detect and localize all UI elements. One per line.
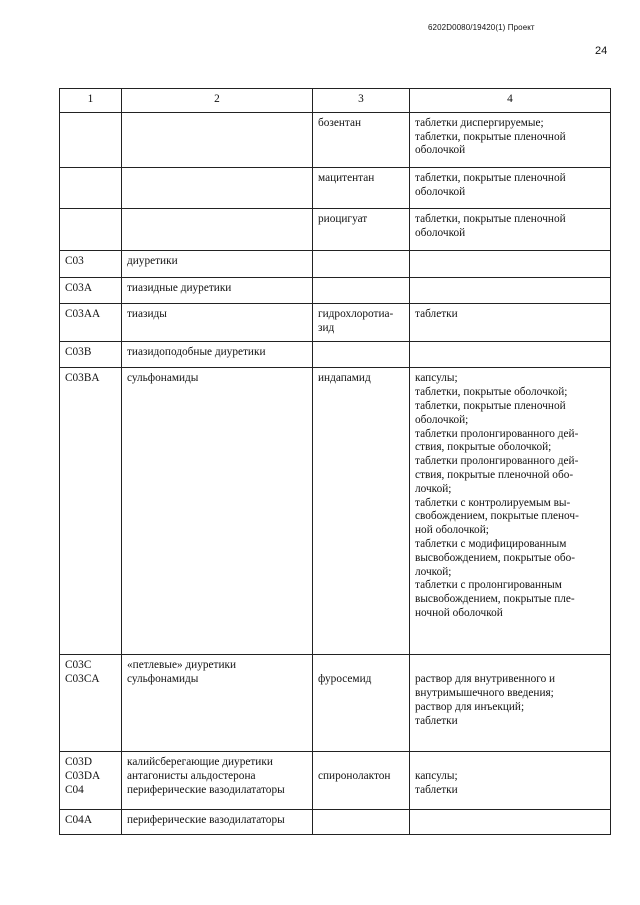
group-name-cell — [122, 277, 313, 303]
cell-line: таблетки, покрытые оболочкой; — [415, 386, 568, 399]
cell-line: C03BA — [65, 372, 100, 385]
dosage-form-cell — [410, 277, 611, 303]
substance-cell — [313, 112, 410, 167]
cell-line: C03D — [65, 756, 92, 769]
atc-code-cell — [60, 167, 122, 208]
cell-line: спиронолактон — [318, 770, 391, 783]
cell-line: «петлевые» диуретики — [127, 659, 237, 672]
dosage-form-cell — [410, 303, 611, 342]
substance-cell — [313, 208, 410, 250]
cell-line: таблетки — [415, 307, 458, 320]
substance-cell — [313, 368, 410, 655]
cell-line: ствия, покрытые пленочной обо- — [415, 468, 574, 481]
cell-line: фуросемид — [318, 673, 372, 686]
group-name-cell — [122, 167, 313, 208]
dosage-form-cell — [410, 208, 611, 250]
cell-line: тиазидоподобные диуретики — [127, 346, 266, 359]
atc-code-cell — [60, 250, 122, 277]
substance-cell — [313, 277, 410, 303]
cell-line: оболочкой; — [415, 413, 469, 426]
cell-line: таблетки — [415, 714, 458, 727]
substance-cell — [313, 342, 410, 368]
substance-cell — [313, 810, 410, 835]
cell-line: тиазидные диуретики — [127, 281, 232, 294]
cell-line: C04A — [65, 814, 92, 827]
cell-line — [415, 659, 606, 673]
atc-code-cell — [60, 368, 122, 655]
cell-line: C03DA — [65, 770, 101, 783]
cell-line: внутримышечного введения; — [415, 686, 554, 699]
cell-line: C03CA — [65, 673, 100, 686]
cell-line: C03C — [65, 659, 92, 672]
cell-line: гидрохлоротиа- — [318, 307, 394, 320]
cell-line: таблетки, покрытые пленочной — [415, 130, 566, 143]
cell-line: таблетки с пролонгированным — [415, 579, 562, 592]
cell-line: таблетки пролонгированного дей- — [415, 427, 579, 440]
group-name-cell — [122, 303, 313, 342]
substance-cell — [313, 167, 410, 208]
cell-line: таблетки — [415, 783, 458, 796]
cell-line — [415, 756, 606, 770]
cell-line: высвобождением, покрытые обо- — [415, 551, 576, 564]
cell-line: таблетки диспергируемые; — [415, 116, 544, 129]
table-header-row — [60, 89, 611, 113]
cell-line: ной оболочкой; — [415, 524, 489, 537]
cell-line: лочкой; — [415, 565, 452, 578]
cell-line: сульфонамиды — [127, 372, 199, 385]
group-name-cell — [122, 752, 313, 810]
drug-table — [59, 88, 611, 835]
substance-cell — [313, 303, 410, 342]
table-row — [60, 112, 611, 167]
dosage-form-cell — [410, 368, 611, 655]
table-row — [60, 752, 611, 810]
atc-code-cell — [60, 342, 122, 368]
atc-code-cell — [60, 752, 122, 810]
cell-line: периферические вазодилататоры — [127, 814, 285, 827]
cell-line: ствия, покрытые оболочкой; — [415, 441, 552, 454]
group-name-cell — [122, 208, 313, 250]
cell-line: оболочкой — [415, 185, 466, 198]
cell-line: диуретики — [127, 254, 178, 267]
cell-line: раствор для инъекций; — [415, 700, 525, 713]
cell-line: сульфонамиды — [127, 673, 199, 686]
dosage-form-cell — [410, 342, 611, 368]
cell-line: таблетки, покрытые пленочной — [415, 212, 566, 225]
cell-line: мацитентан — [318, 171, 375, 184]
cell-line: высвобождением, покрытые пле- — [415, 593, 575, 606]
table-row — [60, 277, 611, 303]
cell-line: зид — [318, 321, 335, 334]
table-row — [60, 167, 611, 208]
table-row — [60, 342, 611, 368]
table-row — [60, 368, 611, 655]
cell-line: раствор для внутривенного и — [415, 673, 556, 686]
atc-code-cell — [60, 112, 122, 167]
cell-line: лочкой; — [415, 482, 452, 495]
cell-line: таблетки, покрытые пленочной — [415, 171, 566, 184]
atc-code-cell — [60, 655, 122, 752]
table-row — [60, 810, 611, 835]
table-row — [60, 250, 611, 277]
dosage-form-cell — [410, 810, 611, 835]
page-number: 24 — [595, 45, 608, 57]
drug-table-body — [60, 89, 611, 835]
cell-line: C03AA — [65, 307, 101, 320]
dosage-form-cell — [410, 250, 611, 277]
cell-line: таблетки с контролируемым вы- — [415, 496, 571, 509]
cell-line: C03 — [65, 254, 84, 267]
atc-code-cell — [60, 303, 122, 342]
atc-code-cell — [60, 208, 122, 250]
cell-line: таблетки, покрытые пленочной — [415, 399, 566, 412]
cell-line: таблетки пролонгированного дей- — [415, 455, 579, 468]
table-row — [60, 655, 611, 752]
cell-line: таблетки с модифицированным — [415, 537, 567, 550]
dosage-form-cell — [410, 112, 611, 167]
cell-line — [318, 756, 405, 770]
table-row — [60, 208, 611, 250]
cell-line: C04 — [65, 783, 84, 796]
group-name-cell — [122, 112, 313, 167]
group-name-cell — [122, 250, 313, 277]
cell-line: тиазиды — [127, 307, 167, 320]
group-name-cell — [122, 810, 313, 835]
cell-line: оболочкой — [415, 144, 466, 157]
group-name-cell — [122, 655, 313, 752]
atc-code-cell — [60, 277, 122, 303]
column-header-2: 2 — [122, 89, 313, 113]
cell-line: индапамид — [318, 372, 371, 385]
column-header-4: 4 — [410, 89, 611, 113]
column-header-1: 1 — [60, 89, 122, 113]
cell-line: C03B — [65, 346, 92, 359]
cell-line: оболочкой — [415, 226, 466, 239]
group-name-cell — [122, 342, 313, 368]
cell-line: свобождением, покрытые пленоч- — [415, 510, 579, 523]
cell-line: бозентан — [318, 116, 362, 129]
cell-line: антагонисты альдостерона — [127, 770, 256, 783]
dosage-form-cell — [410, 752, 611, 810]
cell-line: C03A — [65, 281, 92, 294]
cell-line: капсулы; — [415, 770, 458, 783]
cell-line: периферические вазодилататоры — [127, 783, 285, 796]
cell-line: капсулы; — [415, 372, 458, 385]
column-header-3: 3 — [313, 89, 410, 113]
table-row — [60, 303, 611, 342]
cell-line: ночной оболочкой — [415, 606, 503, 619]
cell-line: риоцигуат — [318, 212, 368, 225]
substance-cell — [313, 250, 410, 277]
dosage-form-cell — [410, 167, 611, 208]
dosage-form-cell — [410, 655, 611, 752]
atc-code-cell — [60, 810, 122, 835]
cell-line: калийсберегающие диуретики — [127, 756, 273, 769]
group-name-cell — [122, 368, 313, 655]
document-code: 6202D0080/19420(1) Проект — [428, 23, 535, 32]
substance-cell — [313, 655, 410, 752]
cell-line — [318, 659, 405, 673]
substance-cell — [313, 752, 410, 810]
